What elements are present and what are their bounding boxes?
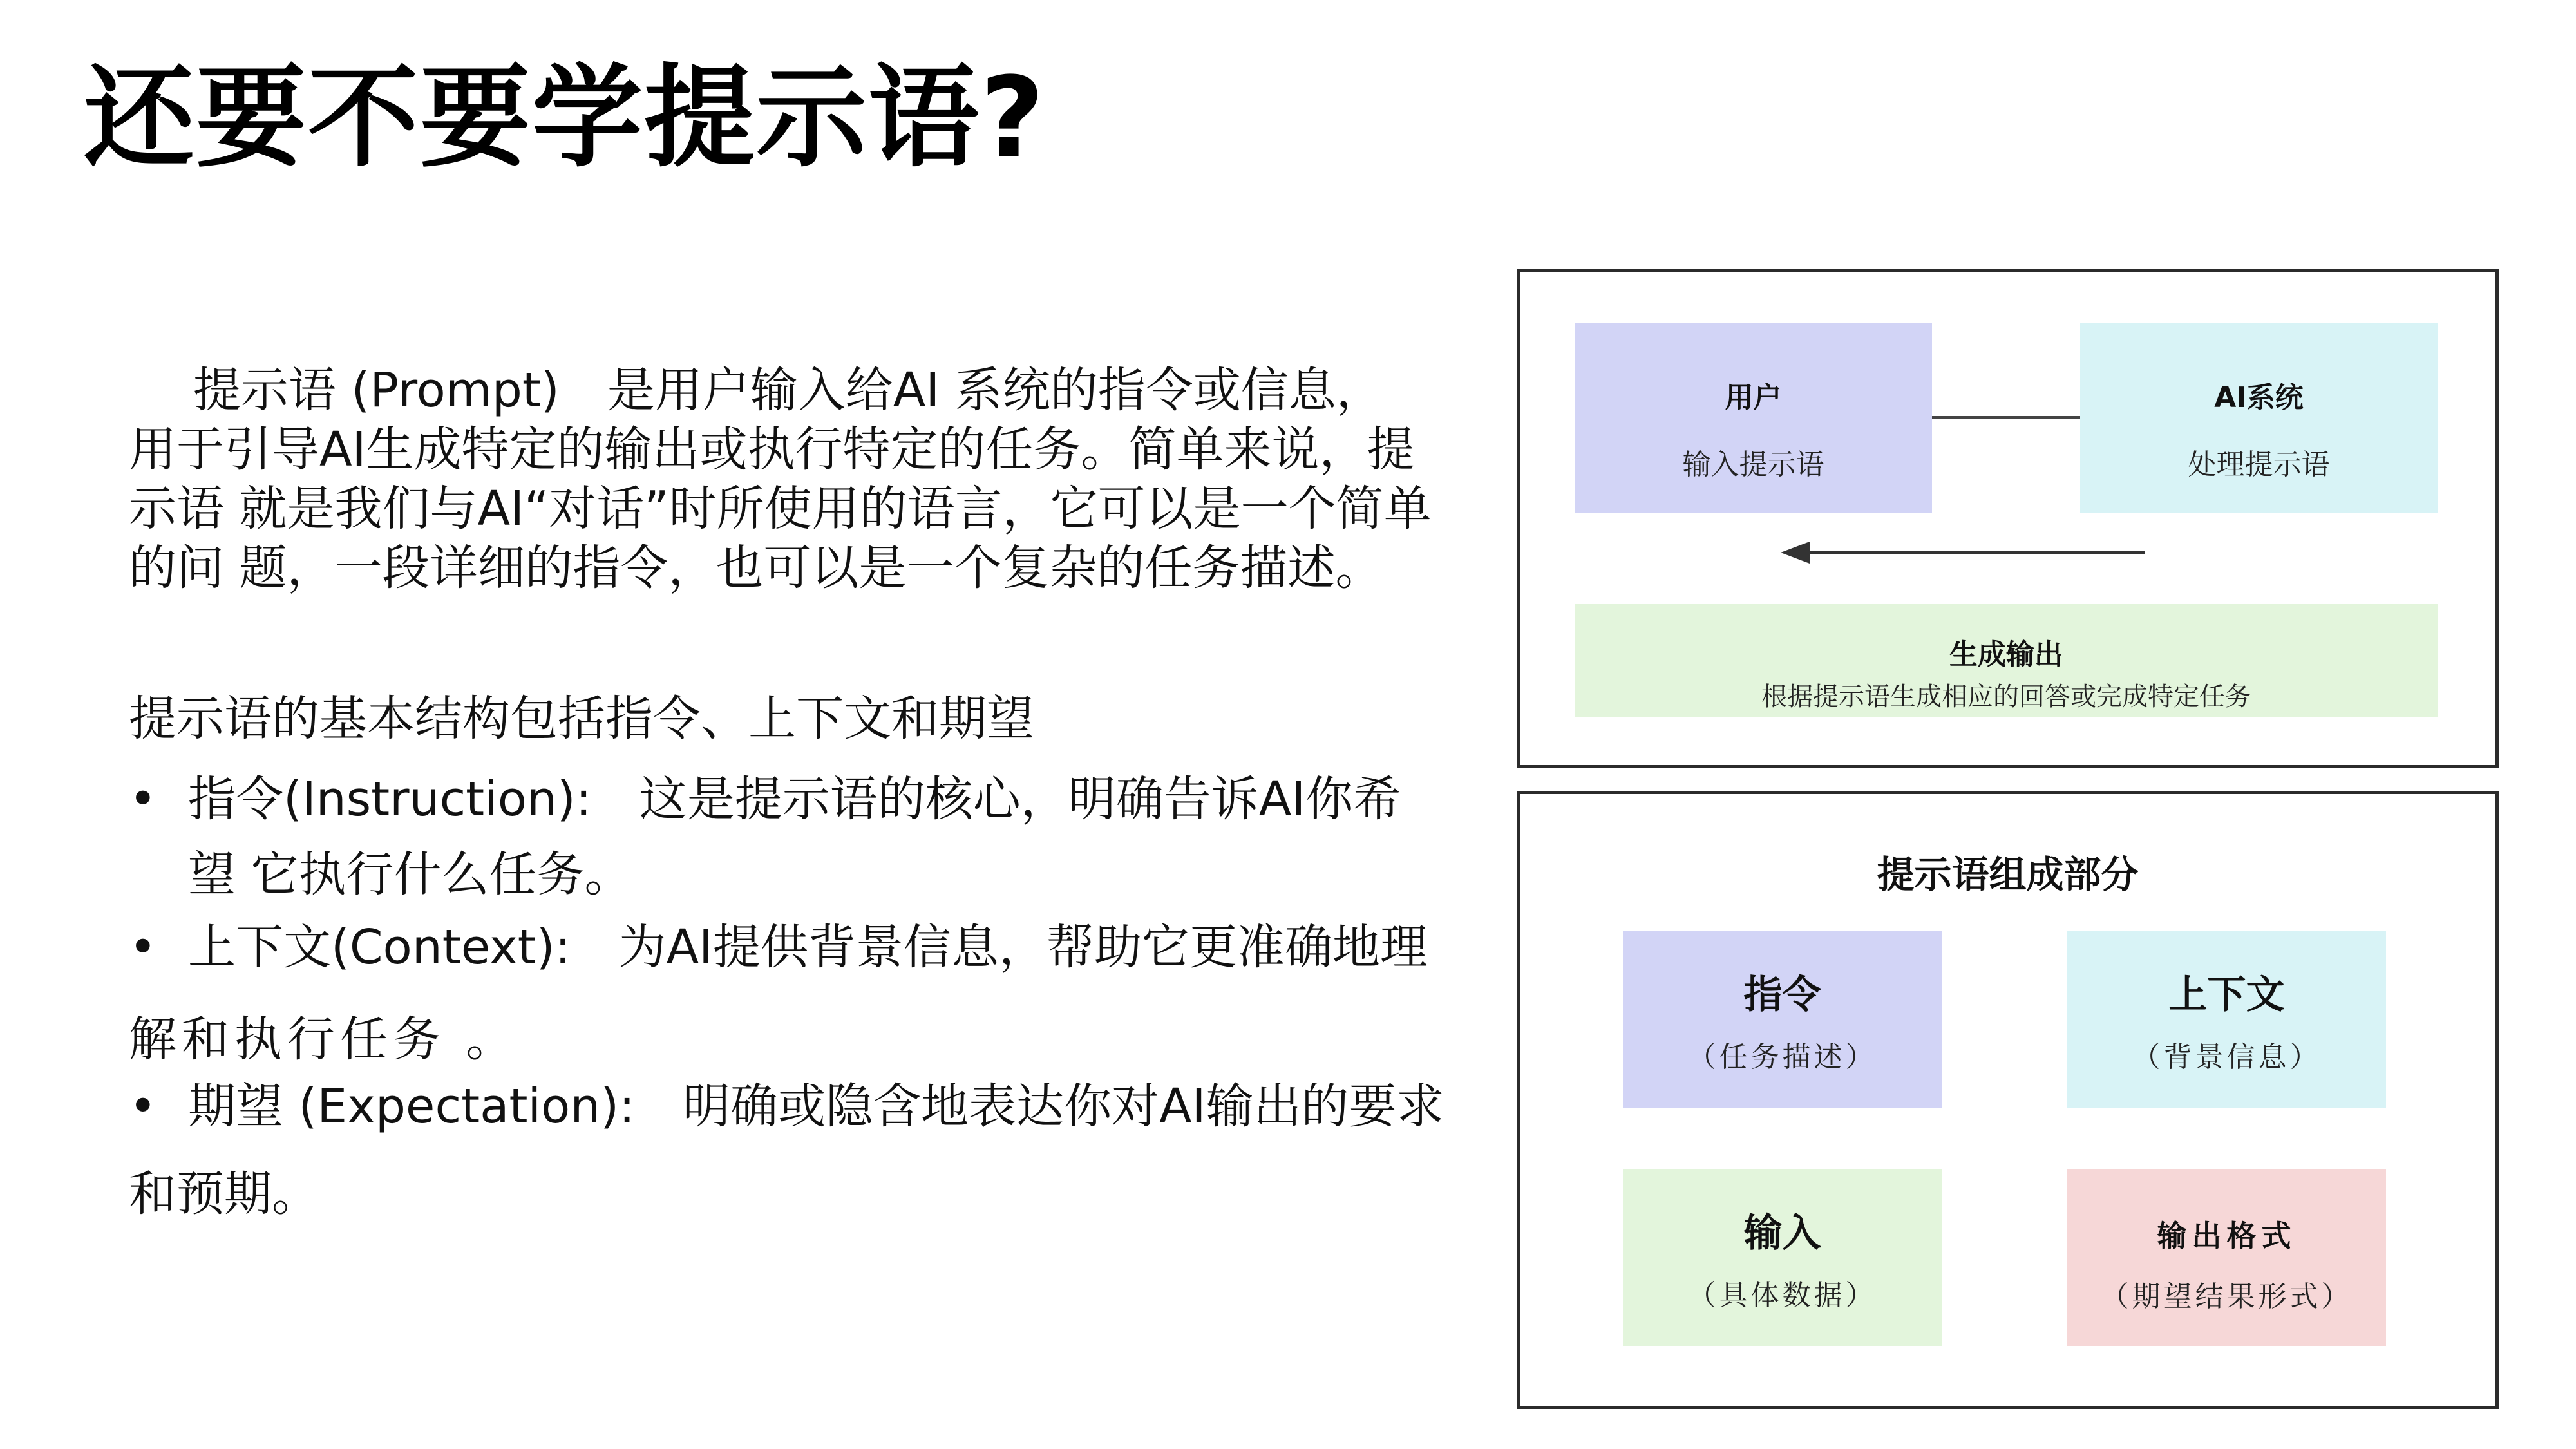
component-subtitle: （具体数据） — [1687, 1279, 1877, 1312]
component-title: 指令 — [1743, 972, 1821, 1018]
bullet-instruction — [129, 770, 1401, 829]
prompt-components-diagram — [1517, 791, 2499, 1409]
component-input — [1623, 1169, 1942, 1346]
user-box-subtitle: 输入提示语 — [1682, 448, 1824, 481]
bullet-text: 上下文(Context): 为AI提供背景信息，帮助它更准确地理 — [188, 920, 1428, 975]
bullet-context — [129, 918, 1428, 977]
bullet-continuation: 望 它执行什么任务。 — [188, 847, 632, 902]
structure-heading: 提示语的基本结构包括指令、上下文和期望 — [129, 691, 1034, 746]
bullet-continuation: 和预期。 — [129, 1166, 319, 1222]
component-context — [2067, 931, 2386, 1108]
bullet-marker: • — [129, 920, 157, 975]
bullet-text: 期望 (Expectation): 明确或隐含地表达你对AI输出的要求 — [188, 1079, 1444, 1134]
intro-paragraph — [129, 361, 1513, 598]
intro-line: 用于引导AI生成特定的输出或执行特定的任务。简单来说，提 — [129, 422, 1415, 477]
component-title: 输出格式 — [2157, 1218, 2297, 1253]
output-box-title: 生成输出 — [1949, 638, 2063, 671]
ai-box-title: AI系统 — [2214, 381, 2304, 414]
bullet-continuation: 解和执行任务 。 — [129, 1012, 519, 1067]
user-box-title: 用户 — [1725, 381, 1782, 414]
intro-line: 示语 就是我们与AI“对话”时所使用的语言，它可以是一个简单 — [129, 481, 1432, 536]
component-output-format — [2067, 1169, 2386, 1346]
bullet-marker: • — [129, 772, 157, 827]
component-subtitle: （背景信息） — [2132, 1041, 2322, 1074]
intro-line: 提示语 (Prompt) 是用户输入给AI 系统的指令或信息， — [193, 363, 1384, 418]
intro-line: 的问 题，一段详细的指令，也可以是一个复杂的任务描述。 — [129, 540, 1383, 596]
bullet-text: 指令(Instruction): 这是提示语的核心，明确告诉AI你希 — [188, 772, 1401, 827]
bullet-expectation — [129, 1077, 1444, 1136]
component-subtitle: （任务描述） — [1687, 1041, 1877, 1074]
components-title: 提示语组成部分 — [1877, 853, 2139, 896]
component-subtitle: （期望结果形式） — [2100, 1280, 2353, 1313]
component-instruction — [1623, 931, 1942, 1108]
left-arrow-icon — [1781, 542, 1810, 564]
bullet-marker: • — [129, 1079, 157, 1134]
page-title: 还要不要学提示语? — [84, 53, 1046, 182]
component-title: 输入 — [1743, 1211, 1821, 1256]
output-box-subtitle: 根据提示语生成相应的回答或完成特定任务 — [1761, 682, 2251, 712]
ai-box-subtitle: 处理提示语 — [2188, 448, 2330, 481]
output-box — [1575, 604, 2438, 717]
prompt-flow-diagram — [1517, 269, 2499, 768]
component-title: 上下文 — [2168, 972, 2285, 1018]
